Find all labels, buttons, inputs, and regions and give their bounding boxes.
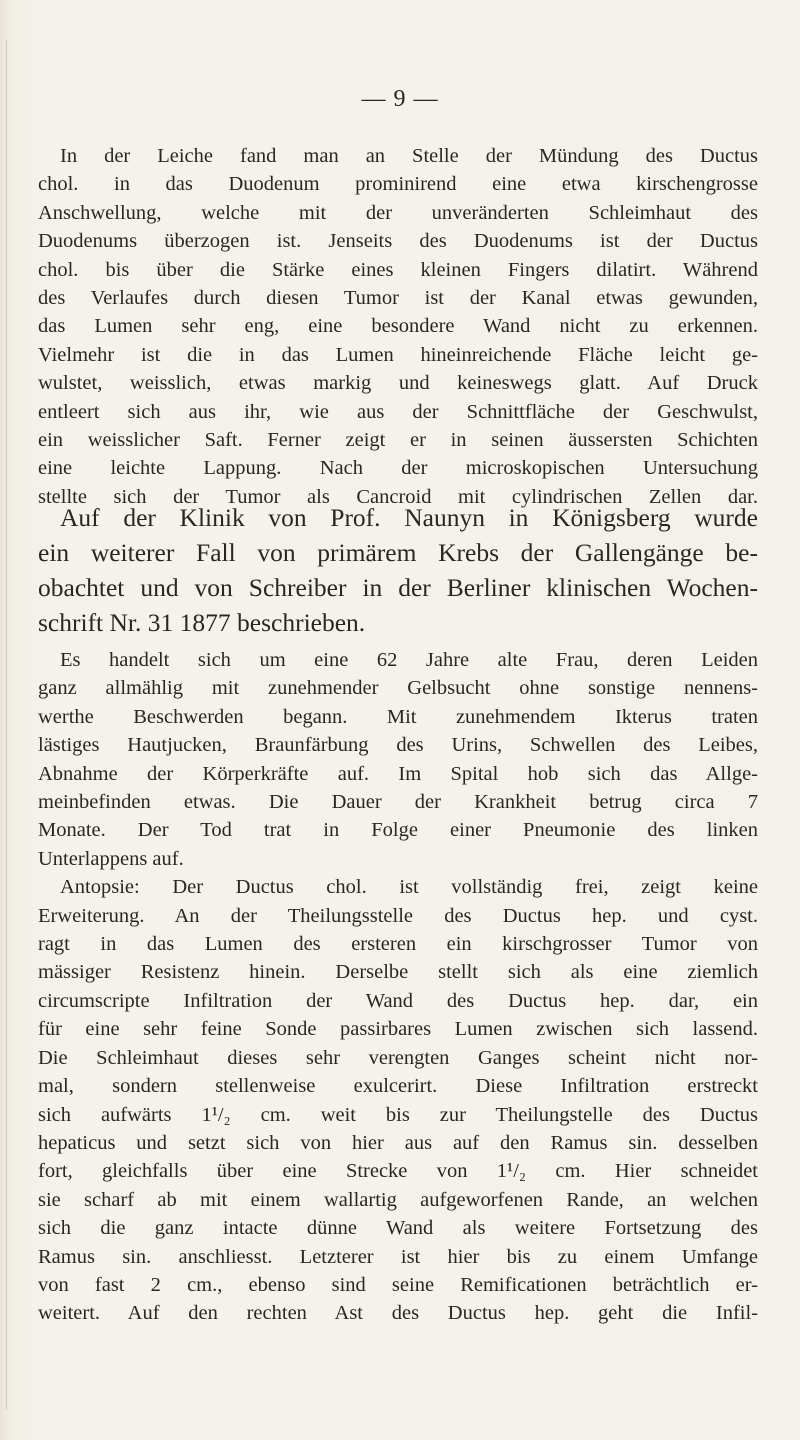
text-line: Die Schleimhaut dieses sehr verengten Ganges scheint nicht nor-: [38, 1046, 758, 1069]
text-line: des Verlaufes durch diesen Tumor ist der Kanal etwas gewunden,: [38, 287, 758, 310]
text-line: Abnahme der Körperkräfte auf. Im Spital hob sich das Allge-: [38, 762, 758, 785]
text-line: ein weisslicher Saft. Ferner zeigt er in seinen äussersten Schichten: [38, 429, 758, 452]
text-line: ragt in das Lumen des ersteren ein kirschgrosser Tumor von: [38, 933, 758, 956]
heading-line: ein weiterer Fall von primärem Krebs der Gallengänge be-: [38, 538, 758, 567]
text-line: mal, sondern stellenweise exulcerirt. Diese Infiltration erstreckt: [38, 1075, 758, 1098]
text-line: für eine sehr feine Sonde passirbares Lumen zwischen sich lassend.: [38, 1018, 758, 1041]
text-line: Ramus sin. anschliesst. Letzterer ist hier bis zu einem Umfange: [38, 1245, 758, 1268]
text-line: hepaticus und setzt sich von hier aus auf den Ramus sin. desselben: [38, 1131, 758, 1154]
text-line: fort, gleichfalls über eine Strecke von 1¹/₂ cm. Hier schneidet: [38, 1160, 758, 1183]
text-line: Unterlappens auf.: [38, 847, 184, 870]
text-line: mässiger Resistenz hinein. Derselbe stellt sich als eine ziemlich: [38, 961, 758, 984]
heading-line: Auf der Klinik von Prof. Naunyn in Königsberg wurde: [60, 503, 758, 532]
text-line: circumscripte Infiltration der Wand des Ductus hep. dar, ein: [38, 989, 758, 1012]
text-line: ganz allmählig mit zunehmender Gelbsucht ohne sonstige nennens-: [38, 677, 758, 700]
page-edge-shadow: [6, 40, 7, 1410]
text-line: stellte sich der Tumor als Cancroid mit cylindrischen Zellen dar.: [38, 485, 758, 508]
text-line: lästiges Hautjucken, Braunfärbung des Urins, Schwellen des Leibes,: [38, 734, 758, 757]
text-line: chol. bis über die Stärke eines kleinen Fingers dilatirt. Während: [38, 258, 758, 281]
text-line: Monate. Der Tod trat in Folge einer Pneumonie des linken: [38, 819, 758, 842]
paragraph-leiche: [38, 142, 758, 511]
text-line: Antopsie: Der Ductus chol. ist vollständig frei, zeigt keine: [60, 876, 758, 899]
text-line: werthe Beschwerden begann. Mit zunehmendem Ikterus traten: [38, 705, 758, 728]
text-line: weitert. Auf den rechten Ast des Ductus hep. geht die Infil-: [38, 1302, 758, 1325]
text-line: von fast 2 cm., ebenso sind seine Remificationen beträchtlich er-: [38, 1273, 758, 1296]
section-heading-klinik: [38, 500, 758, 640]
text-line: sich die ganz intacte dünne Wand als weitere Fortsetzung des: [38, 1217, 758, 1240]
text-line: Erweiterung. An der Theilungsstelle des Ductus hep. und cyst.: [38, 904, 758, 927]
text-line: wulstet, weisslich, etwas markig und keineswegs glatt. Auf Druck: [38, 372, 758, 395]
text-line: Duodenums überzogen ist. Jenseits des Duodenums ist der Ductus: [38, 230, 758, 253]
paragraph-case: [38, 646, 758, 1328]
heading-line: schrift Nr. 31 1877 beschrieben.: [38, 608, 366, 637]
heading-line: obachtet und von Schreiber in der Berliner klinischen Wochen-: [38, 573, 758, 602]
text-line: meinbefinden etwas. Die Dauer der Krankheit betrug circa 7: [38, 791, 758, 814]
text-line: eine leichte Lappung. Nach der microskopischen Untersuchung: [38, 457, 758, 480]
text-line: entleert sich aus ihr, wie aus der Schnittfläche der Geschwulst,: [38, 400, 758, 423]
text-line: Es handelt sich um eine 62 Jahre alte Frau, deren Leiden: [60, 649, 758, 671]
text-line: Vielmehr ist die in das Lumen hineinreichende Fläche leicht ge-: [38, 343, 758, 366]
page-number: — 9 —: [361, 86, 439, 112]
text-line: sie scharf ab mit einem wallartig aufgeworfenen Rande, an welchen: [38, 1188, 758, 1211]
text-line: sich aufwärts 1¹/₂ cm. weit bis zur Theilungstelle des Ductus: [38, 1103, 758, 1126]
text-line: das Lumen sehr eng, eine besondere Wand nicht zu erkennen.: [38, 315, 758, 338]
text-line: chol. in das Duodenum prominirend eine etwa kirschengrosse: [38, 173, 758, 196]
text-line: Anschwellung, welche mit der unveränderten Schleimhaut des: [38, 201, 758, 224]
text-line: In der Leiche fand man an Stelle der Mündung des Ductus: [60, 145, 758, 167]
